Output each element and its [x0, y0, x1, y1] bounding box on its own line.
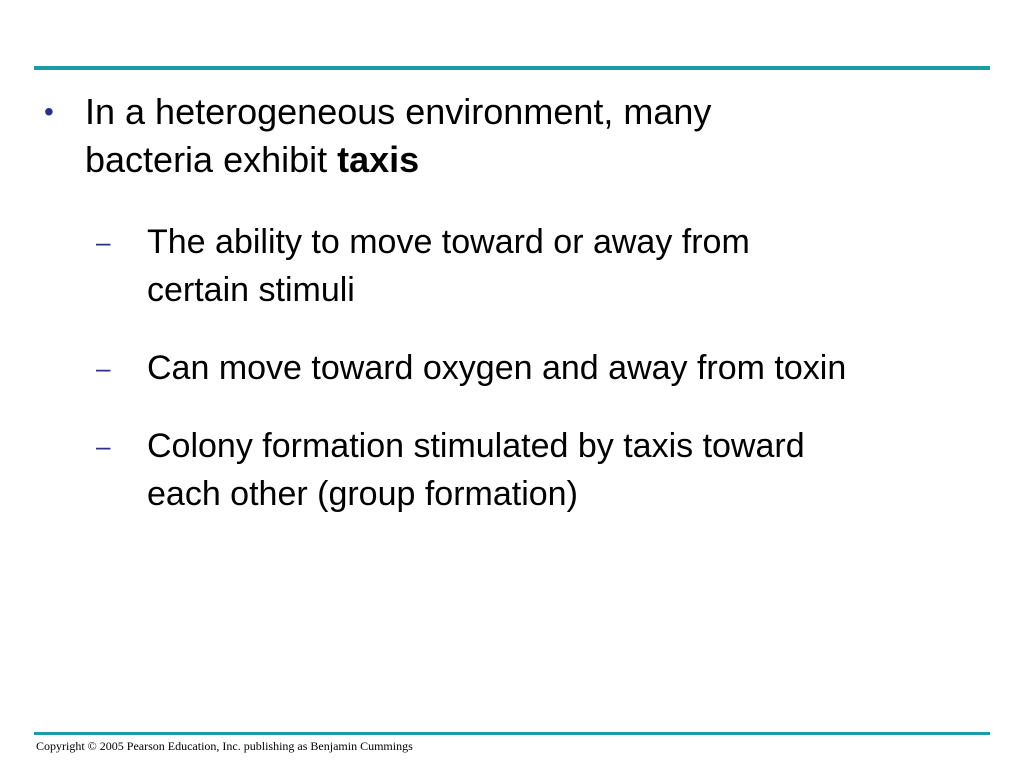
main-bullet-line1: In a heterogeneous environment, many [85, 91, 712, 132]
main-bullet-line2: bacteria exhibit [85, 139, 338, 180]
sub-bullet-line1: Colony formation stimulated by taxis toward [147, 427, 805, 465]
main-bullet [44, 88, 974, 184]
sub-bullet-item [96, 218, 986, 314]
bottom-divider [34, 732, 990, 735]
dash-marker: – [96, 227, 111, 257]
sub-bullet-item [96, 422, 986, 518]
sub-bullet-line1: Can move toward oxygen and away from toxin [147, 349, 847, 387]
sub-bullet-line1: The ability to move toward or away from [147, 223, 750, 261]
dash-marker: – [96, 431, 111, 461]
sub-bullet-line2: each other (group formation) [147, 475, 578, 513]
sub-bullet-text [147, 344, 986, 392]
top-divider [34, 66, 990, 70]
sub-bullet-list [96, 218, 986, 548]
sub-bullet-text [147, 218, 986, 314]
sub-bullet-line2: certain stimuli [147, 271, 355, 309]
sub-bullet-item [96, 344, 986, 392]
main-bullet-text [85, 88, 974, 184]
bullet-marker: • [44, 96, 54, 127]
dash-marker: – [96, 353, 111, 383]
copyright-footer: Copyright © 2005 Pearson Education, Inc. publishing as Benjamin Cummings [36, 739, 413, 753]
sub-bullet-text [147, 422, 986, 518]
bold-term: taxis [337, 139, 420, 180]
